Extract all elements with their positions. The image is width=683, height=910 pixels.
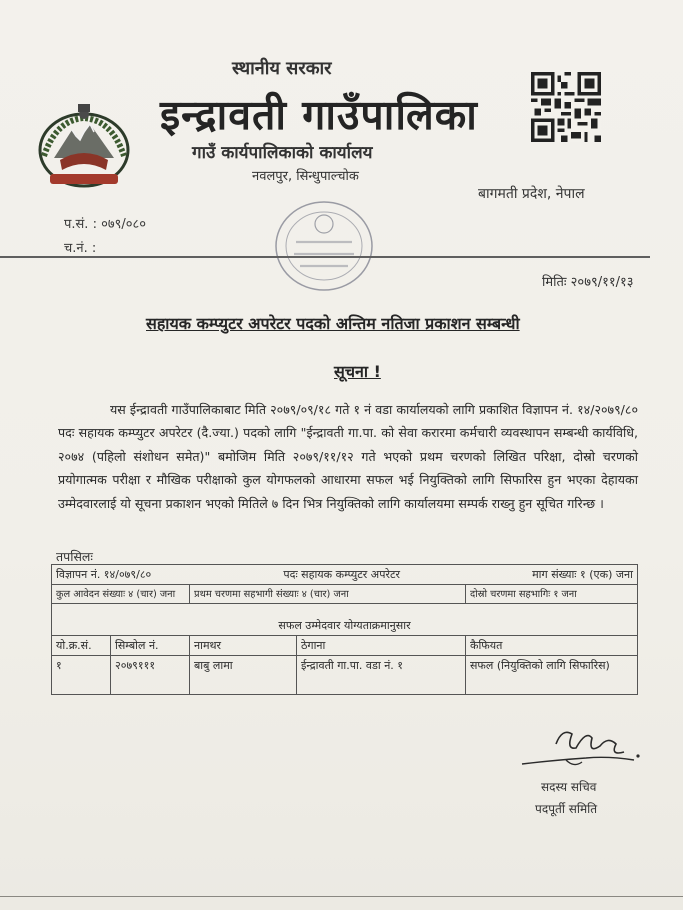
column-header: ठेगाना [297, 636, 466, 656]
table-row [52, 656, 638, 695]
remarks-cell: सफल (नियुक्तिको लागि सिफारिस) [466, 656, 638, 695]
second-stage-count: दोस्रो चरणमा सहभागिः १ जना [466, 585, 638, 604]
address-cell: ईन्द्रावती गा.पा. वडा नं. १ [297, 656, 466, 695]
column-header: यो.क्र.सं. [52, 636, 111, 656]
total-applicants: कुल आवेदन संख्याः ४ (चार) जना [52, 585, 190, 604]
notice-subject: सहायक कम्प्युटर अपरेटर पदको अन्तिम नतिजा प्रकाशन सम्बन्धी [146, 314, 520, 333]
symbol-cell: २०७९१११ [111, 656, 190, 695]
page-edge-line [0, 896, 683, 897]
advert-cell [52, 565, 638, 585]
result-table [51, 564, 638, 695]
header-divider [0, 256, 650, 258]
office-stamp-icon [270, 196, 378, 296]
table-header-row [52, 636, 638, 656]
table-row [52, 585, 638, 604]
nepal-emblem-icon [36, 100, 132, 192]
province-label: बागमती प्रदेश, नेपाल [478, 186, 585, 202]
column-header: सिम्बोल नं. [111, 636, 190, 656]
table-row [52, 565, 638, 585]
demand-count: माग संख्याः १ (एक) जना [532, 568, 633, 581]
details-label: तपसिलः [56, 549, 93, 564]
serial-cell: १ [52, 656, 111, 695]
advert-number: विज्ञापन नं. १४/०७९/८० [56, 568, 152, 581]
notice-date: मितिः २०७९/११/१३ [542, 275, 634, 290]
notice-body: यस ईन्द्रावती गाउँपालिकाबाट मिति २०७९/०९/१८ गते १ नं वडा कार्यालयको लागि प्रकाशित विज्ञापन नं. १४/२०७९/८० पदः सहायक कम्प्युटर अपरेटर (दै.ज्या.) पदको लागि "ईन्द्रावती गा.पा. को सेवा करारमा कर्मचारी व्यवस्थापन सम्बन्धी कार्यविधि, २०७४ (पहिलो संशोधन समेत)" बमोजिम मिति २०७९/११/१२ गते भएको प्रथम चरणको लिखित परिक्षा, दोस्रो चरणको प्रयोगात्मक परीक्षा र मौखिक परीक्षाको कुल योगफलको आधारमा सफल भई नियुक्तिको लागि सिफारिस हुन भएका देहायका उम्मेदवारलाई यो सूचना प्रकाशन भएको मितिले ७ दिन भित्र नियुक्तिको लागि कार्यालयमा सम्पर्क राख्नु हुन सूचित गरिन्छ । [58, 402, 638, 511]
column-header: कैफियत [466, 636, 638, 656]
reference-number: प.सं. : ०७९/०८० [64, 217, 147, 232]
dispatch-number: च.नं. : [64, 241, 97, 256]
table-row [52, 604, 638, 636]
post-name: पदः सहायक कम्प्युटर अपरेटर [283, 568, 400, 581]
signature-icon [516, 720, 646, 776]
name-cell: बाबु लामा [190, 656, 297, 695]
municipality-name: इन्द्रावती गाउँपालिका [160, 91, 478, 139]
column-header: नामथर [190, 636, 297, 656]
first-stage-count: प्रथम चरणमा सहभागी संख्याः ४ (चार) जना [190, 585, 466, 604]
local-government-label: स्थानीय सरकार [232, 58, 332, 79]
qr-code-icon [531, 72, 601, 142]
signatory-committee: पदपूर्ती समिति [535, 802, 598, 816]
office-address: नवलपुर, सिन्धुपाल्चोक [252, 169, 359, 184]
notice-title: सूचना ! [334, 362, 381, 381]
merit-title: सफल उम्मेदवार योग्यताक्रमानुसार [52, 604, 638, 636]
office-name: गाउँ कार्यपालिकाको कार्यालय [192, 143, 373, 163]
signatory-title: सदस्य सचिव [541, 780, 597, 794]
